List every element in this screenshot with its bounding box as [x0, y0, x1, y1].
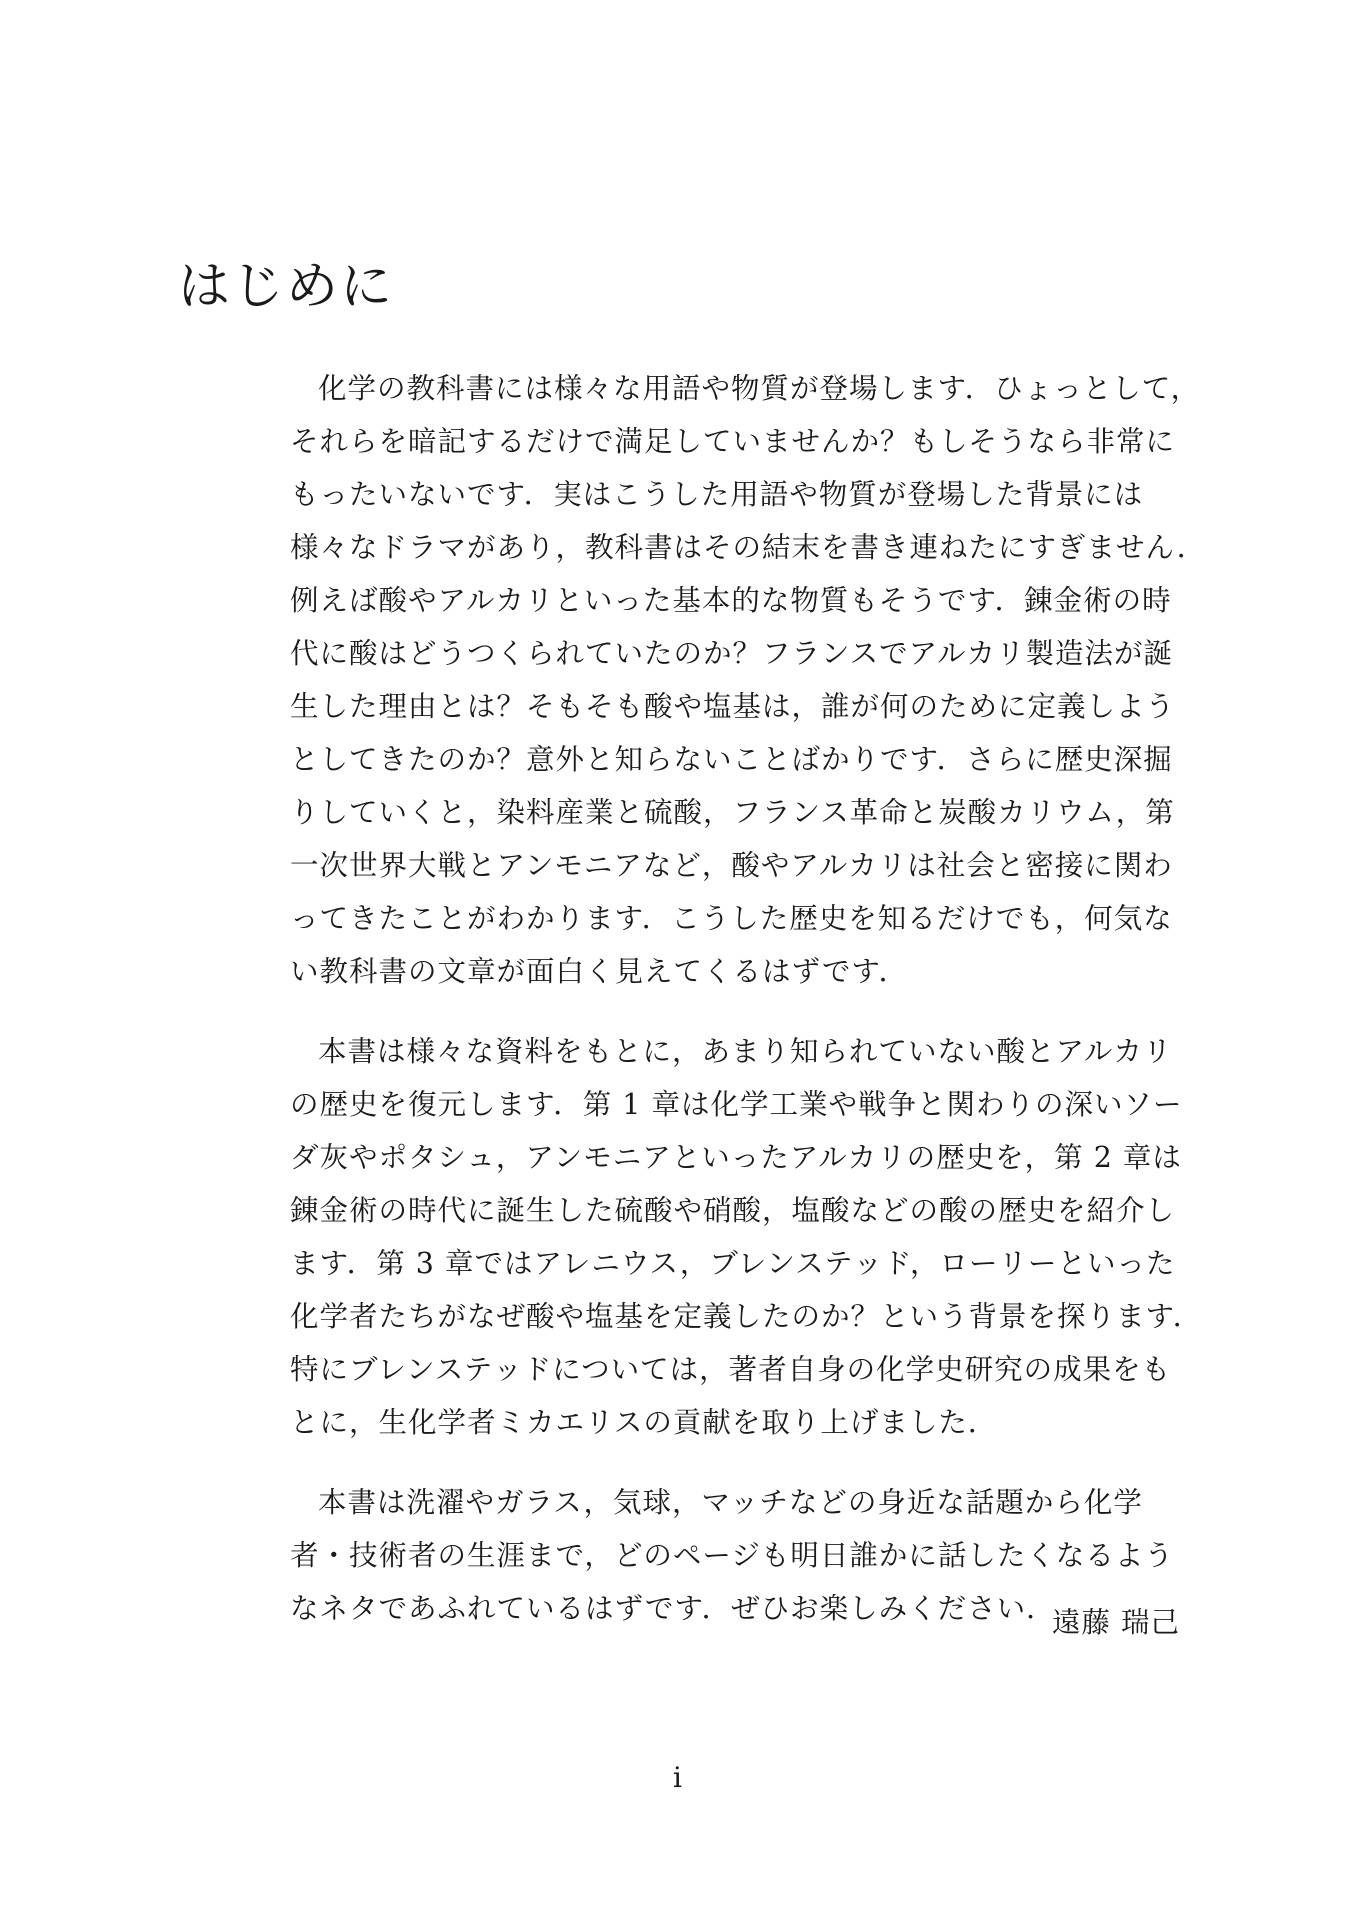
text-line: 例えば酸やアルカリといった基本的な物質もそうです．錬金術の時 [290, 584, 1172, 617]
text-line: とに，生化学者ミカエリスの貢献を取り上げました． [290, 1406, 998, 1439]
body-text [290, 362, 1207, 1662]
text-line: 様々なドラマがあり，教科書はその結末を書き連ねたにすぎません． [290, 531, 1207, 564]
text-line: 特にブレンステッドについては，著者自身の化学史研究の成果をも [290, 1353, 1172, 1386]
text-line: 者・技術者の生涯まで，どのページも明日誰かに話したくなるよう [290, 1539, 1174, 1572]
text-line: としてきたのか？意外と知らないことばかりです．さらに歴史深掘 [290, 743, 1173, 776]
text-line: 生した理由とは？そもそも酸や塩基は，誰が何のために定義しよう [290, 690, 1176, 723]
text-line: 錬金術の時代に誕生した硫酸や硝酸，塩酸などの酸の歴史を紹介し [290, 1194, 1176, 1227]
text-line: ます．第 3 章ではアレニウス，ブレンステッド，ローリーといった [290, 1247, 1176, 1280]
author-signature: 遠藤 瑞己 [1051, 1606, 1180, 1639]
text-line: の歴史を復元します．第 1 章は化学工業や戦争と関わりの深いソー [290, 1088, 1183, 1121]
page-title: はじめに [178, 257, 395, 317]
text-line: 本書は様々な資料をもとに，あまり知られていない酸とアルカリ [318, 1035, 1173, 1068]
text-line: 本書は洗濯やガラス，気球，マッチなどの身近な話題から化学 [318, 1486, 1143, 1519]
text-line: 代に酸はどうつくられていたのか？フランスでアルカリ製造法が誕 [290, 637, 1174, 670]
text-line: 化学者たちがなぜ酸や塩基を定義したのか？という背景を探ります． [290, 1300, 1203, 1333]
text-line: なネタであふれているはずです．ぜひお楽しみください． [290, 1592, 1056, 1625]
text-line: ダ灰やポタシュ，アンモニアといったアルカリの歴史を，第 2 章は [290, 1141, 1182, 1174]
paragraph [290, 1025, 1203, 1449]
text-line: もったいないです．実はこうした用語や物質が登場した背景には [290, 478, 1144, 511]
text-line: ってきたことがわかります．こうした歴史を知るだけでも，何気な [290, 902, 1173, 935]
page-number: i [673, 1761, 682, 1794]
text-line: い教科書の文章が面白く見えてくるはずです． [290, 955, 909, 988]
text-line: それらを暗記するだけで満足していませんか？もしそうなら非常に [290, 425, 1176, 458]
text-line: 化学の教科書には様々な用語や物質が登場します．ひょっとして， [318, 372, 1201, 405]
paragraph [290, 362, 1207, 998]
text-line: 一次世界大戦とアンモニアなど，酸やアルカリは社会と密接に関わ [290, 849, 1173, 882]
text-line: りしていくと，染料産業と硫酸，フランス革命と炭酸カリウム，第 [290, 796, 1175, 829]
